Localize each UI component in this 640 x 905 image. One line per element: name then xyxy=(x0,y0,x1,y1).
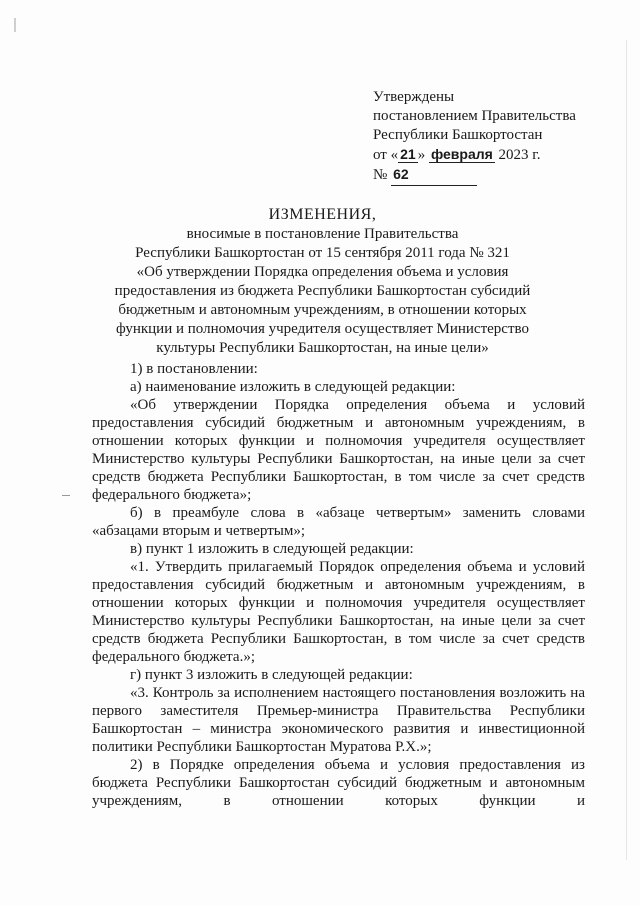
date-day: 21 xyxy=(400,146,416,162)
paragraph: «Об утверждении Порядка определения объема и условий предоставления субсидий бюджетным и автономным учреждениям, в отношении которых функции и полномочия учредителя осуществляет Министерство культуры Республики Башкортостан, на иные цели за счет средств бюджета Республики Башкортостан, в том числе за счет средств федерального бюджета»; xyxy=(92,397,585,503)
date-mid: » xyxy=(417,147,426,163)
paragraph: б) в преамбуле слова в «абзаце четвертым» заменить словами «абзацами вторым и четвертым»; xyxy=(92,505,585,539)
scan-mark-top-left xyxy=(14,18,16,32)
title-line: вносимые в постановление Правительства xyxy=(186,226,459,242)
title-line: Республики Башкортостан от 15 сентября 2011 года № 321 xyxy=(135,245,510,261)
title-line: культуры Республики Башкортостан, на иные цели» xyxy=(156,340,489,356)
scan-mark-left-dash xyxy=(62,495,70,496)
paragraph: 1) в постановлении: xyxy=(130,361,258,377)
approval-line-2: постановлением Правительства xyxy=(373,108,576,124)
approval-number xyxy=(373,165,613,186)
number-value: 62 xyxy=(393,166,409,182)
number-prefix: № xyxy=(373,167,388,183)
title-line: предоставления из бюджета Республики Башкортостан субсидий xyxy=(114,283,531,299)
title-line: бюджетным и автономным учреждениям, в отношении которых xyxy=(118,302,527,318)
paragraph: «3. Контроль за исполнением настоящего постановления возложить на первого заместителя Премьер-министра Правительства Республики Башкортостан – министра экономического развития и инвестиционной политики Республики Башкортостан Муратова Р.Х.»; xyxy=(92,685,585,755)
number-field xyxy=(391,165,477,186)
scan-mark-right-edge xyxy=(626,40,627,860)
document-title xyxy=(90,205,555,358)
paragraph: 2) в Порядке определения объема и условия предоставления из бюджета Республики Башкортостан субсидий бюджетным и автономным учреждениям, в отношении которых функции и xyxy=(92,757,585,809)
title-heading: ИЗМЕНЕНИЯ, xyxy=(268,206,377,223)
approval-stamp xyxy=(373,88,613,186)
approval-line-1: Утверждены xyxy=(373,89,455,105)
date-year: 2023 г. xyxy=(498,147,541,163)
title-line: функции и полномочия учредителя осуществляет Министерство xyxy=(115,321,529,337)
paragraph: а) наименование изложить в следующей редакции: xyxy=(130,379,456,395)
title-line: «Об утверждении Порядка определения объема и условия xyxy=(136,264,509,280)
approval-date xyxy=(373,145,613,165)
paragraph: «1. Утвердить прилагаемый Порядок определения объема и условий предоставления субсидий бюджетным и автономным учреждениям, в отношении которых функции и полномочия учредителя осуществляет Министерство культуры Республики Башкортостан, на иные цели за счет средств бюджета Республики Башкортостан, в том числе за счет средств федерального бюджета.»; xyxy=(92,559,585,665)
document-body xyxy=(92,360,585,810)
date-prefix: от « xyxy=(373,147,399,163)
date-month: февраля xyxy=(430,146,493,162)
approval-line-3: Республики Башкортостан xyxy=(373,127,543,143)
paragraph: в) пункт 1 изложить в следующей редакции: xyxy=(130,541,414,557)
paragraph: г) пункт 3 изложить в следующей редакции: xyxy=(130,667,413,683)
